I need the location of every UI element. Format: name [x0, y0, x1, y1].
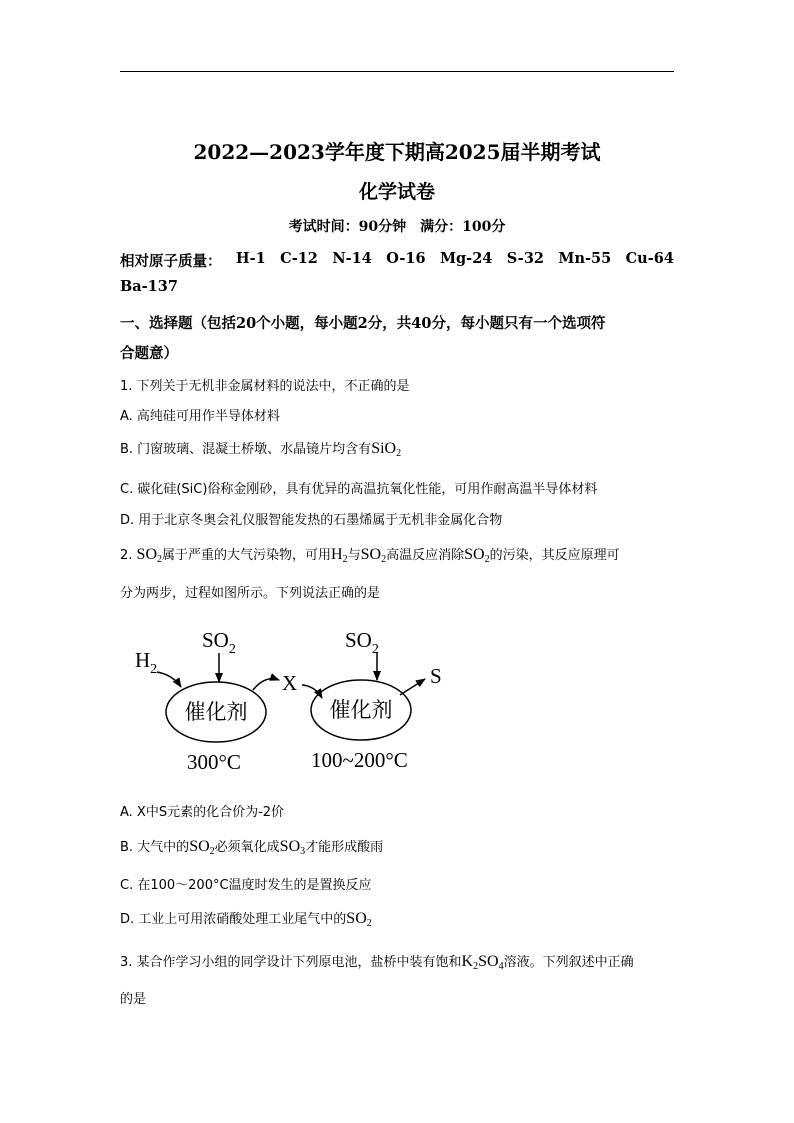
question-1-stem: 1. 下列关于无机非金属材料的说法中，不正确的是: [120, 379, 410, 394]
formula-h2: $H_2$: [331, 546, 348, 565]
question-3-stem-cont: 的是: [120, 992, 147, 1007]
temperature-2: 100~200°C: [311, 748, 408, 772]
temperature-1: 300°C: [187, 750, 241, 774]
atomic-mass-item: H-1: [235, 250, 266, 267]
question-2-option-d: D. 工业上可用浓硝酸处理工业尾气中的$SO_2$: [120, 910, 372, 929]
formula-so2: $SO_2$: [464, 546, 490, 565]
atomic-mass-item: Cu-64: [625, 250, 674, 267]
atomic-mass-item: Mg-24: [439, 250, 493, 267]
arrow-x-in: [302, 685, 322, 698]
formula-sio2: SiO$_2$: [371, 440, 402, 459]
formula-so2: $SO_2$: [136, 546, 163, 565]
question-2-stem: 2. $SO_2$属于严重的大气污染物，可用$H_2$与$SO_2$高温反应消除$SO_2$的污染，其反应原理可: [120, 546, 620, 565]
question-1-option-d: D. 用于北京冬奥会礼仪服智能发热的石墨烯属于无机非金属化合物: [120, 513, 503, 528]
question-2-stem-cont: 分为两步，过程如图所示。下列说法正确的是: [120, 586, 381, 601]
atomic-mass-item: S-32: [506, 250, 544, 267]
question-2-option-a: A. X中S元素的化合价为-2价: [120, 805, 285, 820]
product-s-label: S: [430, 664, 442, 688]
arrow-h2-in: [157, 672, 181, 687]
atomic-mass-item: Mn-55: [558, 250, 612, 267]
catalyst-label-1: 催化剂: [184, 700, 248, 724]
h2-label: $H_2$: [135, 648, 158, 677]
reaction-diagram: [125, 615, 465, 785]
option-text: B. 门窗玻璃、混凝土桥墩、水晶镜片均含有: [120, 442, 372, 457]
question-2-option-b: B. 大气中的$SO_2$必须氧化成$SO_3$才能形成酸雨: [120, 838, 384, 857]
arrow-s-out: [400, 679, 425, 695]
question-1-option-a: A. 高纯硅可用作半导体材料: [120, 409, 280, 424]
formula-so2: $SO_2$: [189, 838, 215, 857]
atomic-mass-item: Ba-137: [120, 278, 178, 295]
so2-label-1: $SO_2$: [202, 628, 236, 657]
intermediate-x-label: X: [282, 671, 298, 695]
atomic-masses: [120, 250, 674, 271]
question-3-stem: 3. 某合作学习小组的同学设计下列原电池，盐桥中装有饱和$K_2SO_4$溶液。下列叙述中正确: [120, 953, 634, 972]
question-1-option-b: [120, 438, 401, 459]
catalyst-label-2: 催化剂: [329, 698, 393, 722]
exam-info: 考试时间：90分钟 满分：100分: [288, 219, 506, 235]
question-2-option-c: C. 在100～200°C温度时发生的是置换反应: [120, 878, 372, 893]
atomic-mass-item: O-16: [386, 250, 426, 267]
formula-so3: $SO_3$: [279, 838, 306, 857]
exam-subject: 化学试卷: [358, 181, 435, 203]
formula-so2: $SO_2$: [346, 910, 372, 929]
atomic-mass-item: N-14: [332, 250, 372, 267]
section-heading-cont: 合题意）: [120, 345, 178, 362]
header-rule: [120, 71, 674, 72]
formula-so2: $SO_2$: [360, 546, 387, 565]
exam-title: 2022—2023学年度下期高2025届半期考试: [193, 140, 601, 164]
atomic-masses-label: 相对原子质量：: [120, 253, 222, 270]
formula-k2so4: $K_2SO_4$: [461, 953, 504, 972]
section-heading: 一、选择题（包括20个小题，每小题2分，共40分，每小题只有一个选项符: [120, 315, 606, 332]
so2-label-2: $SO_2$: [345, 628, 379, 657]
atomic-mass-item: C-12: [280, 250, 318, 267]
arrow-x-out: [253, 679, 279, 690]
question-1-option-c: C. 碳化硅(SiC)俗称金刚砂，具有优异的高温抗氧化性能，可用作耐高温半导体材料: [120, 482, 598, 497]
